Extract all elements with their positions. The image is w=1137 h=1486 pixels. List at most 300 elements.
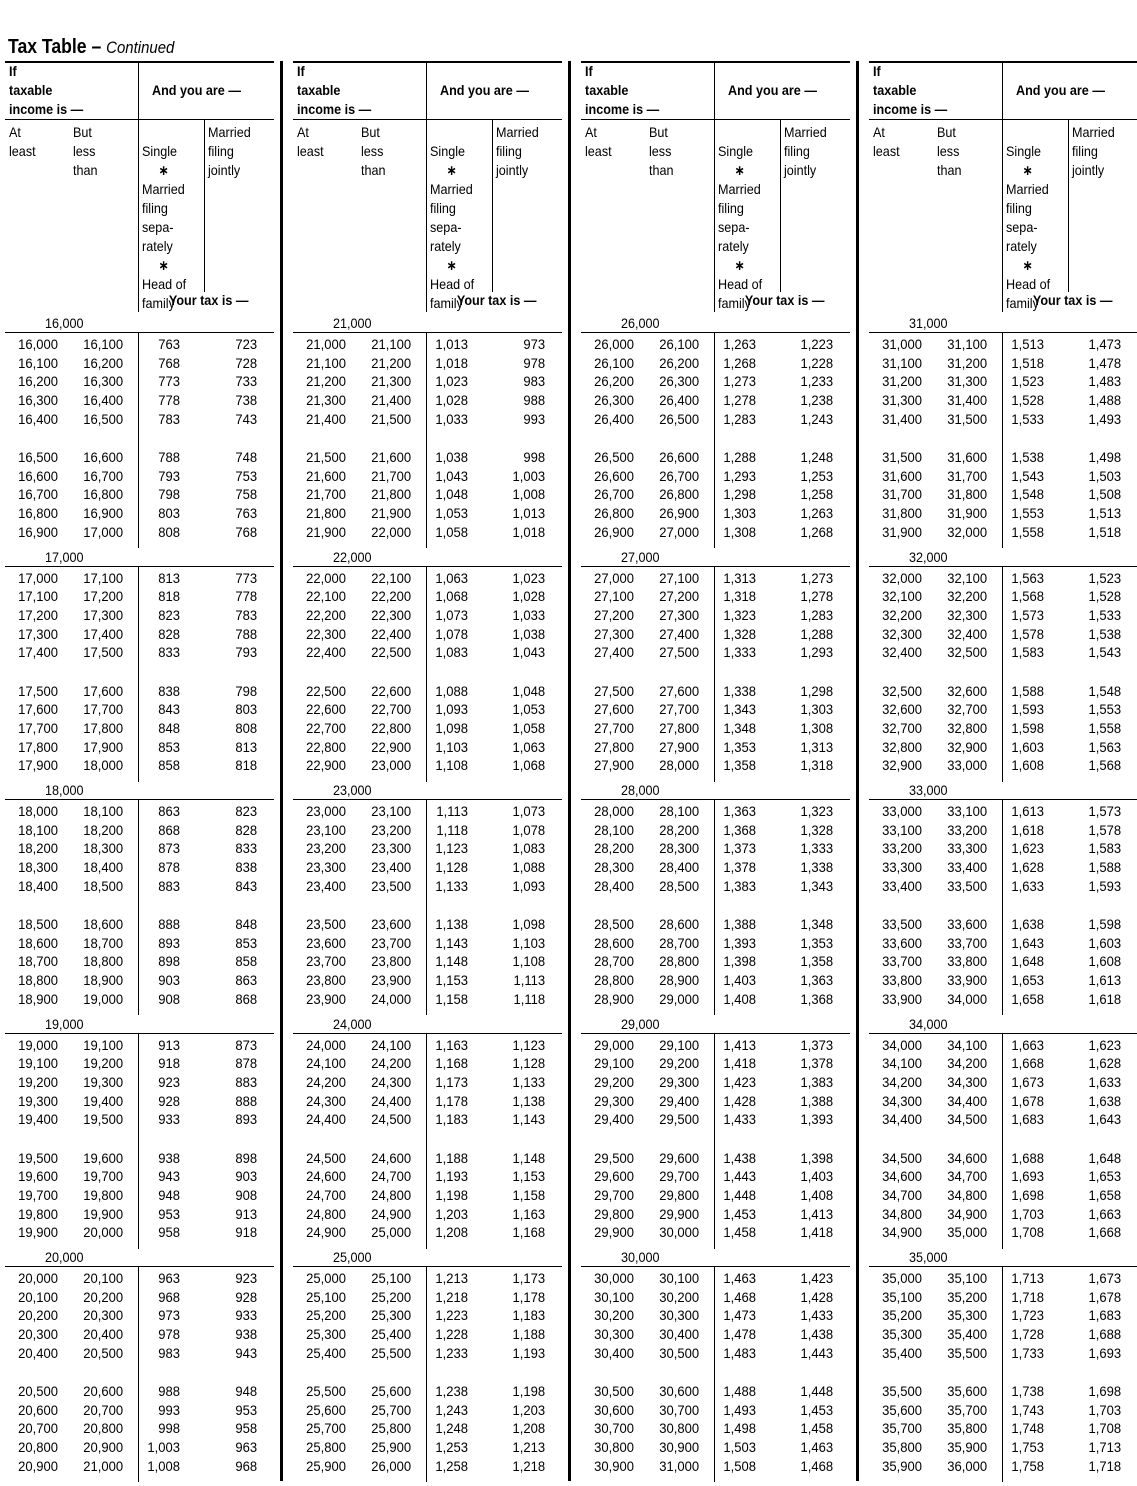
married-jointly-tax-value: 763 (235, 505, 258, 522)
single-tax-value: 1,663 (1011, 1036, 1044, 1053)
but-less-than-value: 31,500 (947, 410, 988, 427)
at-least-value: 34,700 (882, 1186, 922, 1203)
but-less-than-value: 32,200 (947, 588, 988, 605)
at-least-value: 16,500 (18, 449, 58, 465)
table-row (302, 643, 552, 662)
married-jointly-tax-value: 808 (235, 719, 258, 736)
single-tax-value: 1,458 (723, 1224, 756, 1241)
but-less-than-value: 25,600 (371, 1383, 412, 1399)
table-row (878, 990, 1128, 1009)
married-jointly-tax-value: 1,468 (800, 1457, 834, 1474)
married-jointly-tax-value: 878 (235, 1055, 258, 1072)
table-row (14, 1344, 264, 1363)
block-heading-label: 35,000 (909, 1249, 948, 1265)
single-tax-value: 1,023 (435, 373, 468, 390)
at-least-value: 21,500 (306, 449, 346, 465)
but-less-than-value: 30,600 (659, 1383, 700, 1399)
single-tax-value: 808 (158, 523, 180, 540)
table-row (878, 606, 1128, 625)
married-jointly-tax-value: 733 (235, 373, 258, 390)
table-row (878, 971, 1128, 990)
but-less-than-value: 30,700 (659, 1401, 700, 1418)
married-jointly-tax-value: 1,093 (512, 877, 546, 894)
single-tax-value: 1,498 (723, 1420, 756, 1437)
income-block (5, 549, 274, 783)
at-least-value: 20,400 (18, 1344, 58, 1361)
head-of-family-label: Head of family (718, 276, 763, 311)
table-row (878, 1186, 1128, 1205)
head-of-family-label: Head of family (142, 276, 187, 311)
at-least-value: 19,400 (18, 1111, 58, 1128)
married-jointly-tax-value: 1,223 (800, 336, 834, 352)
but-less-than-value: 22,300 (371, 606, 412, 623)
at-least-value: 34,400 (882, 1111, 922, 1128)
at-least-value: 22,300 (306, 625, 346, 642)
income-block (293, 1016, 562, 1250)
table-row (590, 1149, 840, 1168)
single-tax-value: 953 (158, 1205, 180, 1222)
married-jointly-tax-value: 1,348 (800, 916, 834, 932)
table-row (14, 1054, 264, 1073)
but-less-than-value: 23,900 (371, 972, 412, 989)
at-least-value: 32,600 (882, 701, 922, 718)
but-less-than-value: 24,600 (371, 1149, 412, 1166)
your-tax-is-heading: Your tax is — (168, 292, 248, 308)
but-less-than-value: 27,500 (659, 644, 700, 661)
single-tax-value: 1,193 (435, 1168, 468, 1185)
table-row (302, 1092, 552, 1111)
single-tax-value: 1,743 (1011, 1401, 1044, 1418)
married-jointly-tax-value: 1,188 (512, 1326, 546, 1343)
at-least-value: 16,000 (18, 336, 58, 352)
single-tax-value: 1,328 (723, 625, 756, 642)
at-least-value: 35,600 (882, 1401, 922, 1418)
single-tax-value: 1,568 (1011, 588, 1044, 605)
married-jointly-tax-value: 723 (235, 336, 258, 352)
but-less-than-value: 32,600 (947, 682, 988, 699)
at-least-value: 30,000 (594, 1270, 634, 1286)
married-jointly-tax-value: 1,563 (1088, 738, 1122, 755)
table-row (878, 1306, 1128, 1325)
married-jointly-tax-value: 1,368 (800, 990, 834, 1007)
but-less-than-value: 29,300 (659, 1073, 700, 1090)
table-row (590, 504, 840, 523)
single-tax-value: 1,113 (436, 803, 468, 819)
but-less-than-value: 24,700 (371, 1168, 412, 1185)
table-row (590, 335, 840, 354)
tax-table-panel (293, 61, 562, 1482)
table-row (14, 410, 264, 429)
single-tax-value: 993 (158, 1401, 180, 1418)
but-less-than-value: 26,900 (659, 505, 700, 522)
at-least-value: 25,400 (306, 1344, 346, 1361)
but-less-than-value: 20,300 (83, 1307, 124, 1324)
block-heading-label: 25,000 (333, 1249, 372, 1265)
single-tax-value: 1,523 (1011, 373, 1044, 390)
married-jointly-tax-value: 1,068 (512, 757, 546, 774)
but-less-than-value: 30,100 (659, 1270, 700, 1286)
at-least-value: 28,800 (594, 972, 634, 989)
table-row (878, 1288, 1128, 1307)
at-least-value: 29,900 (594, 1224, 634, 1241)
table-row (14, 1419, 264, 1438)
married-jointly-tax-value: 768 (235, 523, 258, 540)
married-jointly-tax-value: 1,008 (512, 486, 546, 503)
table-row (14, 354, 264, 373)
table-row (590, 643, 840, 662)
single-tax-value: 1,058 (435, 523, 468, 540)
single-tax-value: 1,203 (435, 1205, 468, 1222)
married-jointly-tax-value: 858 (235, 953, 258, 970)
at-least-value: 27,400 (594, 644, 634, 661)
married-separately-label: Married filing sepa- rately (430, 181, 473, 254)
single-tax-value: 1,168 (435, 1055, 468, 1072)
if-taxable-income-heading: If taxable income is — (9, 63, 84, 117)
page-title (8, 36, 174, 59)
single-tax-value: 1,748 (1011, 1420, 1044, 1437)
but-less-than-value: 28,600 (659, 916, 700, 932)
but-less-than-value: 32,100 (947, 569, 988, 586)
married-jointly-tax-value: 1,608 (1088, 953, 1122, 970)
married-jointly-tax-value: 728 (235, 354, 258, 371)
single-tax-value: 1,313 (723, 569, 756, 586)
married-jointly-tax-value: 1,593 (1088, 877, 1122, 894)
asterisk-icon: ∗ (734, 257, 745, 273)
at-least-value: 19,100 (18, 1055, 58, 1072)
table-row (878, 915, 1128, 934)
at-least-value: 21,600 (306, 467, 346, 484)
table-row (302, 1401, 552, 1420)
single-tax-value: 1,128 (435, 859, 468, 876)
at-least-value: 18,200 (18, 840, 58, 857)
but-less-than-value: 16,800 (83, 486, 124, 503)
your-tax-is-heading: Your tax is — (1032, 292, 1112, 308)
married-jointly-tax-value: 1,688 (1088, 1326, 1122, 1343)
but-less-than-value: 23,800 (371, 953, 412, 970)
at-least-value: 16,200 (18, 373, 58, 390)
married-jointly-tax-value: 1,668 (1088, 1224, 1122, 1241)
table-row (878, 738, 1128, 757)
table-row (302, 1073, 552, 1092)
single-tax-value: 1,738 (1011, 1383, 1044, 1399)
at-least-value: 22,400 (306, 644, 346, 661)
but-less-than-value: 25,400 (371, 1326, 412, 1343)
but-less-than-value: 23,700 (371, 934, 412, 951)
at-least-value: 21,100 (306, 354, 346, 371)
table-row (14, 1401, 264, 1420)
single-tax-value: 1,213 (435, 1270, 468, 1286)
but-less-than-value: 29,900 (659, 1205, 700, 1222)
married-jointly-tax-value: 1,443 (800, 1344, 834, 1361)
married-jointly-tax-value: 923 (235, 1270, 258, 1286)
at-least-value: 30,500 (594, 1383, 634, 1399)
at-least-value: 30,300 (594, 1326, 634, 1343)
single-tax-value: 983 (158, 1344, 180, 1361)
married-jointly-tax-value: 1,328 (800, 821, 834, 838)
asterisk-icon: ∗ (158, 257, 169, 273)
single-tax-value: 1,553 (1011, 505, 1044, 522)
but-less-than-value: 28,700 (659, 934, 700, 951)
single-tax-value: 1,323 (723, 606, 756, 623)
but-less-than-value: 34,800 (947, 1186, 988, 1203)
but-less-than-value: 35,100 (947, 1270, 988, 1286)
but-less-than-value: 25,000 (371, 1224, 412, 1241)
married-jointly-tax-value: 1,398 (800, 1149, 834, 1166)
single-tax-value: 1,713 (1011, 1270, 1044, 1286)
table-row (590, 1344, 840, 1363)
but-less-than-value: 35,600 (947, 1383, 988, 1399)
at-least-value: 23,500 (306, 916, 346, 932)
table-row (14, 1167, 264, 1186)
at-least-value: 27,300 (594, 625, 634, 642)
single-tax-value: 948 (158, 1186, 180, 1203)
single-tax-value: 1,463 (723, 1270, 756, 1286)
but-less-than-value: 32,000 (947, 523, 988, 540)
at-least-value: 24,100 (306, 1055, 346, 1072)
single-tax-value: 1,493 (723, 1401, 756, 1418)
but-less-than-value: 28,900 (659, 972, 700, 989)
table-row (590, 756, 840, 775)
but-less-than-value: 22,900 (371, 738, 412, 755)
table-row (590, 467, 840, 486)
married-jointly-tax-value: 1,613 (1088, 972, 1122, 989)
single-tax-value: 1,153 (435, 972, 468, 989)
at-least-value: 26,000 (594, 336, 634, 352)
table-row (14, 1186, 264, 1205)
table-row (302, 682, 552, 701)
at-least-value: 18,800 (18, 972, 58, 989)
at-least-value: 21,200 (306, 373, 346, 390)
but-less-than-value: 29,000 (659, 990, 700, 1007)
at-least-value: 35,700 (882, 1420, 922, 1437)
at-least-value: 17,500 (18, 682, 58, 699)
table-row (590, 1419, 840, 1438)
but-less-than-value: 27,100 (659, 569, 700, 586)
married-jointly-tax-value: 1,678 (1088, 1288, 1122, 1305)
asterisk-icon: ∗ (1022, 257, 1033, 273)
married-jointly-tax-value: 943 (235, 1344, 258, 1361)
married-jointly-tax-value: 1,143 (512, 1111, 546, 1128)
single-tax-value: 1,093 (435, 701, 468, 718)
married-jointly-tax-value: 1,673 (1088, 1270, 1122, 1286)
at-least-value: 27,200 (594, 606, 634, 623)
table-row (878, 1269, 1128, 1288)
single-tax-value: 1,703 (1011, 1205, 1044, 1222)
table-row (590, 682, 840, 701)
married-jointly-tax-value: 1,208 (512, 1420, 546, 1437)
table-row (302, 448, 552, 467)
single-tax-value: 1,228 (435, 1326, 468, 1343)
at-least-value: 22,900 (306, 757, 346, 774)
at-least-value: 31,000 (882, 336, 922, 352)
single-tax-value: 1,618 (1011, 821, 1044, 838)
at-least-value: 33,700 (882, 953, 922, 970)
single-tax-value: 1,518 (1011, 354, 1044, 371)
at-least-value: 23,000 (306, 803, 346, 819)
at-least-value: 27,100 (594, 588, 634, 605)
table-row (14, 756, 264, 775)
but-less-than-value: 34,700 (947, 1168, 988, 1185)
married-jointly-tax-value: 1,558 (1088, 719, 1122, 736)
table-row (878, 587, 1128, 606)
but-less-than-value: 18,500 (83, 877, 124, 894)
married-jointly-tax-value: 1,353 (800, 934, 834, 951)
at-least-value: 24,900 (306, 1224, 346, 1241)
but-less-than-value: 20,400 (83, 1326, 124, 1343)
married-jointly-tax-value: 1,618 (1088, 990, 1122, 1007)
at-least-value: 17,600 (18, 701, 58, 718)
table-row (590, 821, 840, 840)
married-jointly-tax-value: 998 (523, 449, 546, 465)
table-row (878, 354, 1128, 373)
single-tax-value: 1,263 (723, 336, 756, 352)
at-least-value: 17,900 (18, 757, 58, 774)
at-least-value: 30,200 (594, 1307, 634, 1324)
table-row (302, 1186, 552, 1205)
married-jointly-tax-value: 1,528 (1088, 588, 1122, 605)
table-row (590, 410, 840, 429)
single-tax-value: 1,753 (1011, 1439, 1044, 1456)
married-jointly-tax-value: 753 (235, 467, 258, 484)
asterisk-icon: ∗ (734, 162, 745, 178)
single-tax-value: 1,003 (147, 1439, 180, 1456)
table-row (590, 1457, 840, 1476)
single-tax-value: 1,473 (723, 1307, 756, 1324)
married-jointly-tax-value: 1,568 (1088, 757, 1122, 774)
at-least-value: 31,400 (882, 410, 922, 427)
but-less-than-value: 22,200 (371, 588, 412, 605)
block-heading (5, 1016, 274, 1034)
but-less-than-value: 18,000 (83, 757, 124, 774)
but-less-than-value: 26,100 (659, 336, 700, 352)
block-heading-label: 18,000 (45, 782, 84, 798)
income-block (869, 549, 1137, 783)
married-jointly-tax-value: 1,338 (800, 859, 834, 876)
single-tax-value: 988 (158, 1383, 180, 1399)
table-row (14, 1149, 264, 1168)
at-least-value: 16,400 (18, 410, 58, 427)
married-jointly-tax-value: 1,183 (512, 1307, 546, 1324)
married-jointly-tax-value: 1,013 (512, 505, 546, 522)
but-less-than-value: 26,400 (659, 392, 700, 409)
at-least-value: 23,600 (306, 934, 346, 951)
block-heading-label: 19,000 (45, 1015, 84, 1032)
table-row (14, 1223, 264, 1242)
but-less-than-value: 27,800 (659, 719, 700, 736)
single-tax-value: 1,758 (1011, 1457, 1044, 1474)
table-row (302, 1054, 552, 1073)
table-row (14, 1205, 264, 1224)
table-row (14, 643, 264, 662)
married-jointly-tax-value: 1,518 (1088, 523, 1122, 540)
single-tax-value: 1,088 (435, 682, 468, 699)
married-jointly-tax-value: 1,473 (1088, 336, 1122, 352)
but-less-than-value: 29,500 (659, 1111, 700, 1128)
single-tax-value: 1,223 (435, 1307, 468, 1324)
at-least-value: 23,300 (306, 859, 346, 876)
married-separately-label: Married filing sepa- rately (1006, 181, 1049, 254)
married-jointly-tax-value: 1,648 (1088, 1149, 1122, 1166)
married-jointly-tax-value: 1,663 (1088, 1205, 1122, 1222)
single-tax-value: 968 (158, 1288, 180, 1305)
but-less-than-value: 34,500 (947, 1111, 988, 1128)
married-jointly-tax-value: 1,118 (513, 990, 546, 1007)
single-tax-value: 1,338 (723, 682, 756, 699)
single-tax-value: 933 (158, 1111, 180, 1128)
but-less-than-value: 24,500 (371, 1111, 412, 1128)
at-least-value: 30,700 (594, 1420, 634, 1437)
single-tax-value: 1,698 (1011, 1186, 1044, 1203)
block-heading-label: 21,000 (333, 315, 372, 331)
at-least-value: 31,300 (882, 392, 922, 409)
single-tax-value: 1,373 (723, 840, 756, 857)
at-least-value: 23,400 (306, 877, 346, 894)
income-block (581, 549, 850, 783)
at-least-value: 30,100 (594, 1288, 634, 1305)
single-heading (430, 123, 484, 313)
at-least-value: 17,300 (18, 625, 58, 642)
but-less-than-value: 19,700 (83, 1168, 124, 1185)
at-least-value: 27,900 (594, 757, 634, 774)
at-least-value: 30,600 (594, 1401, 634, 1418)
married-jointly-tax-value: 1,018 (512, 523, 546, 540)
at-least-value: 23,100 (306, 821, 346, 838)
table-row (14, 569, 264, 588)
single-tax-value: 1,368 (723, 821, 756, 838)
but-less-than-value: 16,900 (83, 505, 124, 522)
single-tax-value: 1,018 (435, 354, 468, 371)
table-row (878, 1110, 1128, 1129)
table-row (590, 372, 840, 391)
income-block (581, 1249, 850, 1483)
table-row (14, 952, 264, 971)
single-tax-value: 1,393 (723, 934, 756, 951)
married-jointly-tax-value: 1,138 (512, 1092, 546, 1109)
married-jointly-tax-value: 1,048 (512, 682, 546, 699)
table-row (878, 700, 1128, 719)
at-least-value: 20,500 (18, 1383, 58, 1399)
block-heading-label: 20,000 (45, 1249, 84, 1265)
table-row (590, 700, 840, 719)
at-least-value: 33,800 (882, 972, 922, 989)
married-jointly-tax-value: 1,403 (800, 1168, 834, 1185)
single-tax-value: 1,303 (723, 505, 756, 522)
table-row (302, 990, 552, 1009)
single-tax-value: 1,103 (435, 738, 468, 755)
but-less-than-value: 27,000 (659, 523, 700, 540)
single-tax-value: 1,438 (723, 1149, 756, 1166)
single-tax-value: 863 (158, 803, 180, 819)
if-taxable-income-heading: If taxable income is — (585, 63, 660, 117)
but-less-than-value: 31,800 (947, 486, 988, 503)
married-jointly-tax-value: 1,433 (800, 1307, 834, 1324)
married-jointly-tax-value: 1,488 (1088, 392, 1122, 409)
married-jointly-tax-value: 788 (235, 625, 258, 642)
and-you-are-heading: And you are — (440, 82, 529, 98)
at-least-value: 31,500 (882, 449, 922, 465)
but-less-than-value: 23,600 (371, 916, 412, 932)
but-less-than-value: 29,800 (659, 1186, 700, 1203)
if-taxable-income-heading: If taxable income is — (297, 63, 372, 117)
but-less-than-value: 26,200 (659, 354, 700, 371)
married-jointly-tax-value: 973 (523, 336, 546, 352)
but-less-than-value: 21,600 (371, 449, 412, 465)
married-jointly-tax-value: 1,413 (800, 1205, 834, 1222)
table-row (590, 1092, 840, 1111)
but-less-than-value: 27,700 (659, 701, 700, 718)
but-less-than-value: 29,600 (659, 1149, 700, 1166)
at-least-value: 18,000 (18, 803, 58, 819)
